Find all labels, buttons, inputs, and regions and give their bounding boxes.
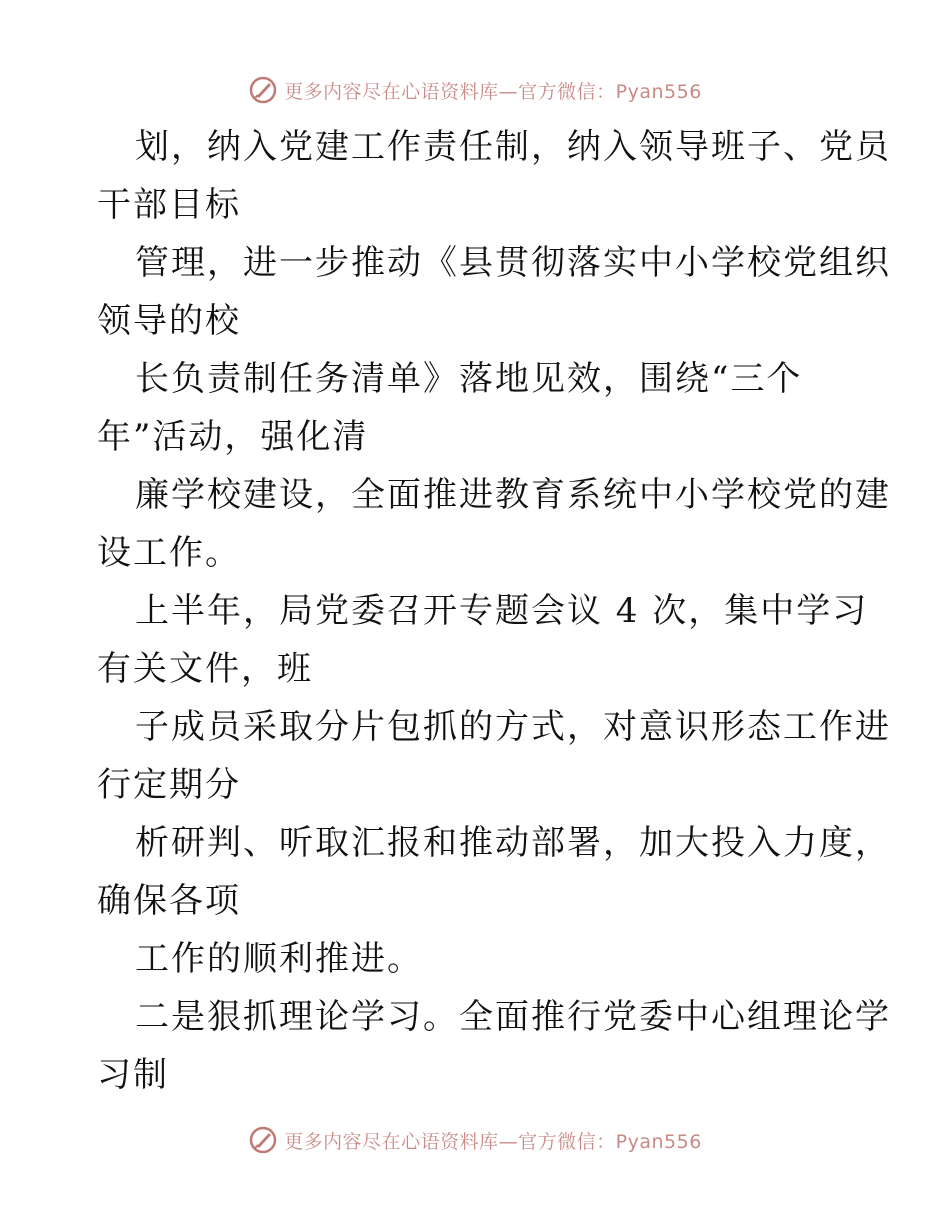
- quill-logo-icon: [248, 75, 278, 105]
- quill-logo-icon: [248, 1125, 278, 1155]
- footer-watermark: [0, 1120, 950, 1160]
- text-line: 上半年，局党委召开专题会议 4 次，集中学习: [135, 591, 869, 631]
- document-body: [97, 118, 891, 1104]
- text-line: 廉学校建设，全面推进教育系统中小学校党的建: [135, 475, 891, 515]
- text-line: 确保各项: [97, 881, 241, 921]
- watermark-text: 更多内容尽在心语资料库—官方微信：Pyan556: [284, 1130, 702, 1153]
- text-line: 划，纳入党建工作责任制，纳入领导班子、党员: [135, 127, 891, 167]
- text-line: 析研判、听取汇报和推动部署，加大投入力度，: [135, 823, 891, 863]
- text-line: 二是狠抓理论学习。全面推行党委中心组理论学: [135, 997, 891, 1037]
- text-line: 年”活动，强化清: [97, 417, 369, 457]
- watermark-text: 更多内容尽在心语资料库—官方微信：Pyan556: [284, 80, 702, 103]
- text-line: 工作的顺利推进。: [135, 939, 423, 979]
- text-line: 长负责制任务清单》落地见效，围绕“三个: [135, 359, 803, 399]
- text-line: 领导的校: [97, 301, 241, 341]
- text-line: 子成员采取分片包抓的方式，对意识形态工作进: [135, 707, 891, 747]
- text-line: 行定期分: [97, 765, 241, 805]
- text-line: 管理，进一步推动《县贯彻落实中小学校党组织: [135, 243, 891, 283]
- text-line: 有关文件，班: [97, 649, 313, 689]
- header-watermark: [0, 70, 950, 110]
- text-line: 干部目标: [97, 185, 241, 225]
- text-line: 习制: [97, 1055, 169, 1095]
- text-line: 设工作。: [97, 533, 241, 573]
